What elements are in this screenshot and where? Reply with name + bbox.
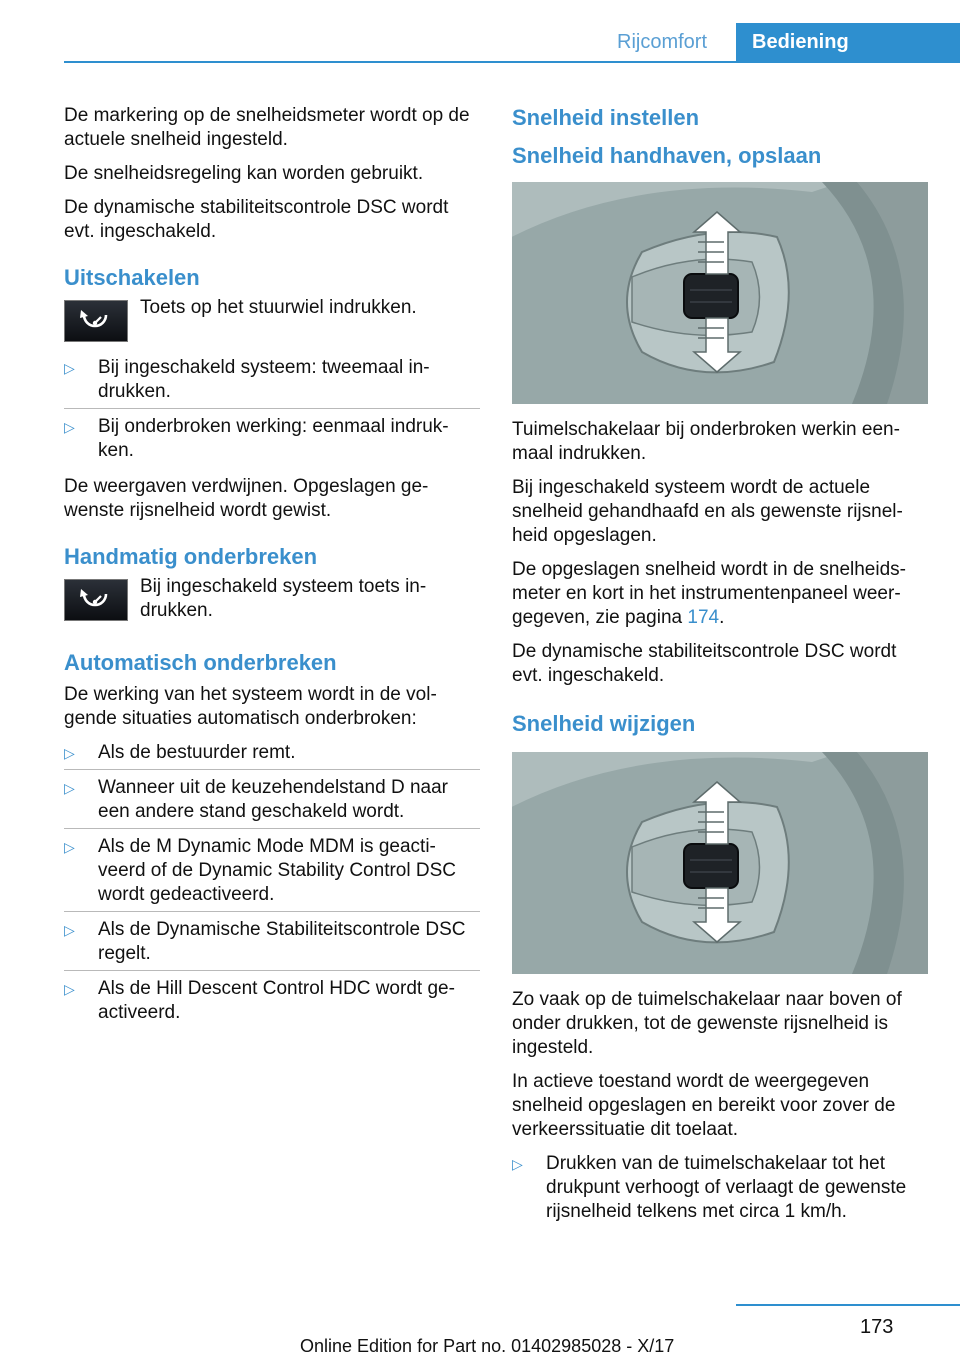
steering-wheel-rocker-switch-illustration	[512, 182, 928, 404]
list-item: ▷ Als de M Dynamic Mode MDM is geacti‐veerd of de Dynamic Stability Control DSC wordt gedeactiveerd.	[64, 828, 480, 911]
intro-paragraph-2: De snelheidsregeling kan worden gebruikt.	[64, 163, 424, 184]
wijzigen-bullet-list	[512, 1152, 928, 1228]
handmatig-instruction	[64, 575, 480, 623]
instellen-paragraph-2: Bij ingeschakeld systeem wordt de actuele snelheid gehandhaafd en als gewenste rijsnel‐heid opgeslagen.	[512, 477, 903, 546]
list-item: ▷ Als de bestuurder remt.	[64, 742, 296, 763]
heading-automatisch-onderbreken: Automatisch onderbreken	[64, 650, 337, 675]
intro-paragraph-1: De markering op de snelheidsmeter wordt op de actuele snelheid ingesteld.	[64, 105, 470, 150]
header-chapter-tab: Bediening	[736, 23, 960, 61]
heading-snelheid-wijzigen: Snelheid wijzigen	[512, 711, 696, 736]
list-item: ▷ Bij ingeschakeld systeem: tweemaal in‐drukken.	[64, 357, 430, 402]
header-rule	[64, 61, 960, 63]
list-item: ▷ Als de Hill Descent Control HDC wordt ge‐activeerd.	[64, 970, 480, 1029]
instellen-paragraph-1: Tuimelschakelaar bij onderbroken werkin een‐maal indrukken.	[512, 419, 900, 464]
triangle-bullet-icon: ▷	[64, 839, 75, 855]
uitschakelen-icon-text: Toets op het stuurwiel indrukken.	[140, 297, 417, 318]
uitschakelen-instruction	[64, 296, 480, 342]
triangle-bullet-icon: ▷	[64, 745, 75, 761]
automatisch-intro: De werking van het systeem wordt in de vol‐gende situaties automatisch onderbroken:	[64, 684, 437, 729]
triangle-bullet-icon: ▷	[64, 419, 75, 435]
triangle-bullet-icon: ▷	[512, 1156, 523, 1172]
page-reference-link[interactable]: 174	[687, 607, 720, 628]
list-item: ▷ Als de Dynamische Stabiliteitscontrole DSC regelt.	[64, 911, 480, 970]
wijzigen-paragraph-2: In actieve toestand wordt de weergegeven snelheid opgeslagen en bereikt voor zover de verkeerssituatie dit toelaat.	[512, 1071, 896, 1140]
list-item: ▷ Bij onderbroken werking: eenmaal indruk‐ken.	[64, 408, 480, 467]
triangle-bullet-icon: ▷	[64, 780, 75, 796]
heading-handmatig-onderbreken: Handmatig onderbreken	[64, 544, 318, 569]
left-column	[64, 104, 480, 1029]
uitschakelen-after-text: De weergaven verdwijnen. Opgeslagen ge‐wenste rijsnelheid wordt gewist.	[64, 476, 429, 521]
triangle-bullet-icon: ▷	[64, 360, 75, 376]
right-column	[512, 104, 928, 1228]
header-section-label: Rijcomfort	[617, 31, 708, 53]
cruise-control-button-icon	[64, 300, 128, 342]
instellen-paragraph-3: De opgeslagen snelheid wordt in de snelheids‐meter en kort in het instrumentenpaneel weer‐gegeven, zie pagina 174.	[512, 559, 906, 628]
handmatig-icon-text: Bij ingeschakeld systeem toets in‐drukken.	[140, 576, 427, 621]
page-number: 173	[860, 1316, 894, 1338]
heading-snelheid-instellen: Snelheid instellen	[512, 105, 700, 130]
automatisch-bullet-list	[64, 741, 480, 1029]
list-item: ▷ Drukken van de tuimelschakelaar tot het drukpunt verhoogt of verlaagt de gewenste rijsnelheid telkens met circa 1 km/h.	[512, 1153, 907, 1222]
intro-paragraph-3: De dynamische stabiliteitscontrole DSC wordt evt. ingeschakeld.	[64, 197, 449, 242]
wijzigen-paragraph-1: Zo vaak op de tuimelschakelaar naar boven of onder drukken, tot de gewenste rijsnelheid is ingesteld.	[512, 989, 902, 1058]
list-item: ▷ Wanneer uit de keuzehendelstand D naar een andere stand geschakeld wordt.	[64, 769, 480, 828]
triangle-bullet-icon: ▷	[64, 981, 75, 997]
heading-snelheid-handhaven: Snelheid handhaven, opslaan	[512, 143, 822, 168]
uitschakelen-bullet-list	[64, 356, 480, 467]
heading-uitschakelen: Uitschakelen	[64, 265, 200, 290]
cruise-control-button-icon	[64, 579, 128, 621]
instellen-paragraph-4: De dynamische stabiliteitscontrole DSC wordt evt. ingeschakeld.	[512, 641, 897, 686]
triangle-bullet-icon: ▷	[64, 922, 75, 938]
edition-footer: Online Edition for Part no. 01402985028 - X/17	[300, 1336, 675, 1356]
footer-rule	[736, 1304, 960, 1306]
steering-wheel-rocker-switch-illustration	[512, 752, 928, 974]
